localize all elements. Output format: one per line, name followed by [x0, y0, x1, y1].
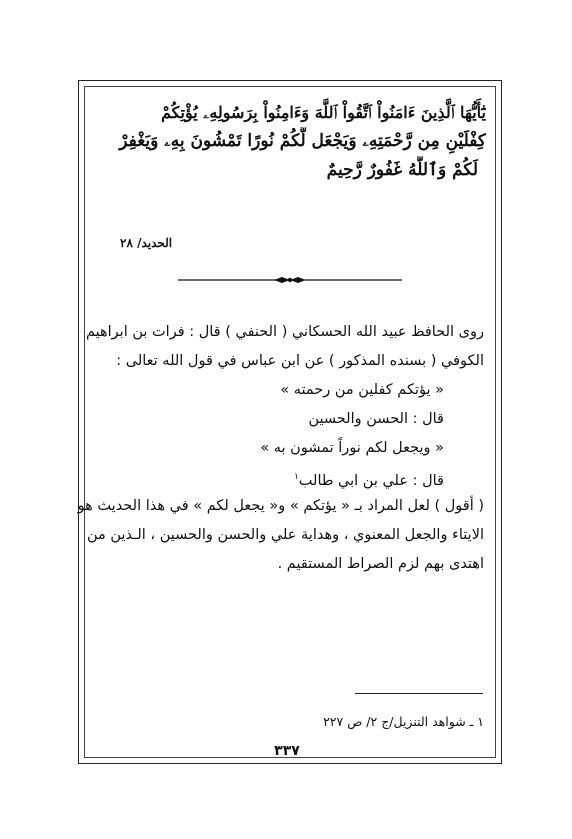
- footnote-marker: ١: [293, 472, 299, 482]
- quote-line-1: « يؤتكم كفلين من رحمته »: [280, 382, 444, 398]
- answer-line-2: [100, 463, 484, 492]
- comment-line-2: الايتاء والجعل المعنوي ، وهداية علي والحسن والحسين ، الـذين من: [87, 527, 484, 543]
- answer-line-1: قال : الحسن والحسين: [308, 411, 444, 427]
- answer-line-2-text: قال : علي بن ابي طالب: [298, 472, 444, 489]
- verse-line-3: لَكُمْ وَٱللَّهُ غَفُورٌ رَّحِيمٌ: [326, 160, 478, 180]
- body-text: [77, 318, 484, 579]
- body-line-1: روى الحافظ عبيد الله الحسكاني ( الحنفي ) قال : فرات بن ابراهيم: [85, 324, 484, 340]
- quran-verse: [96, 98, 486, 185]
- verse-line-2: كِفْلَيْنِ مِن رَّحْمَتِهِۦ وَيَجْعَل لَّكُمْ نُورًا تَمْشُونَ بِهِۦ وَيَغْفِرْ: [119, 131, 486, 151]
- verse-reference: الحديد/ ٢٨: [120, 236, 173, 250]
- quote-line-2: « ويجعل لكم نوراً تمشون به »: [260, 440, 444, 456]
- page-number: ٣٣٧: [274, 743, 300, 759]
- body-line-2: الكوفي ( بسنده المذكور ) عن ابن عباس في قول الله تعالى :: [116, 353, 484, 369]
- footnote-separator: [355, 693, 483, 694]
- comment-line-3: اهتدى بهم لزم الصراط المستقيم .: [277, 556, 484, 572]
- verse-line-1: يَٰٓأَيُّهَا ٱلَّذِينَ ءَامَنُواْ ٱتَّقُواْ ٱللَّهَ وَءَامِنُواْ بِرَسُولِهِۦ يُؤْتِكُمْ: [161, 103, 486, 122]
- ornamental-divider: [178, 275, 402, 285]
- footnote: ١ ـ شواهد التنزيل/ج ٢/ ص ٢٢٧: [323, 714, 484, 729]
- comment-line-1: ( أقول ) لعل المراد بـ « يؤتكم » و« يجعل لكم » في هذا الحديث هو: [77, 498, 484, 514]
